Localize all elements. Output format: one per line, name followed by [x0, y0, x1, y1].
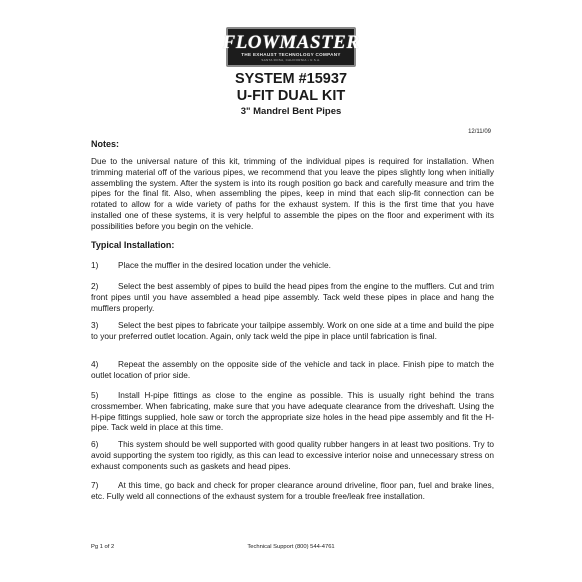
step-number: 6) [91, 439, 99, 449]
step-number: 5) [91, 390, 99, 400]
step-number: 2) [91, 281, 99, 291]
step-6 [91, 439, 494, 471]
step-number: 7) [91, 480, 99, 490]
step-7 [91, 480, 494, 502]
technical-support: Technical Support (800) 544-4761 [247, 544, 335, 550]
step-text: Select the best pipes to fabricate your tailpipe assembly. Work on one side at a time and build the pipe to your preferred outlet location. Again, only tack weld the pipe in place until fabrication is final. [91, 320, 494, 341]
step-text: Repeat the assembly on the opposite side of the vehicle and tack in place. Finish pipe to match the outlet location of prior side. [91, 359, 494, 380]
step-text: At this time, go back and check for proper clearance around driveline, floor pan, fuel and brake lines, etc. Fully weld all connections of the exhaust system for a trouble free/leak free installation. [91, 480, 494, 501]
kit-title: U-FIT DUAL KIT [236, 88, 346, 104]
flowmaster-logo [222, 27, 360, 67]
installation-heading: Typical Installation: [91, 240, 175, 250]
title-block [0, 71, 582, 118]
document-date: 12/11/09 [468, 129, 491, 135]
step-number: 1) [91, 260, 99, 270]
logo-tagline: THE EXHAUST TECHNOLOGY COMPANY [241, 51, 341, 57]
step-2 [91, 281, 494, 313]
step-text: This system should be well supported with good quality rubber hangers in at least two positions. Try to avoid supporting the system too rigidly, as this can lead to excessive interior noise and unnecessary stress on exhaust components such as gaskets and head pipes. [91, 439, 494, 471]
step-text: Select the best assembly of pipes to build the head pipes from the engine to the mufflers. Cut and trim front pipes until you have assembled a head pipe assembly. Tack weld these pipes in place and hang the mufflers properly. [91, 281, 494, 313]
notes-heading: Notes: [91, 139, 120, 149]
step-1 [91, 260, 494, 271]
step-number: 4) [91, 359, 99, 369]
logo-brand: FLOWMASTER [222, 31, 360, 53]
notes-paragraph: Due to the universal nature of this kit, trimming of the individual pipes is required for installation. When trimming material off of the various pipes, we recommend that you leave the pipes slightly long when initially assembling the system. After the system is into its rough position go back and carefully measure and trim the pipes for the final fit. Also, when assembling the pipes, keep in mind that each slip-fit connection can be rotated to allow for a wide variety of paths for the exhaust system. If this is the first time that you have installed one of these systems, it is very helpful to assemble the pipes on the floor and experiment with its possibilities before you begin on the vehicle. [91, 156, 494, 231]
step-text: Install H-pipe fittings as close to the engine as possible. This is usually right behind the trans crossmember. When fabricating, make sure that you have adequate clearance from the driveshaft. Using the H-pipe fittings supplied, hole saw or torch the appropriate size holes in the head pipe assembly and fit the H-pipe. Tack weld in place at this time. [91, 390, 494, 433]
step-4 [91, 359, 494, 381]
step-text: Place the muffler in the desired location under the vehicle. [118, 260, 331, 270]
step-number: 3) [91, 320, 99, 330]
logo-subline: SANTA ROSA, CALIFORNIA • U.S.A. [261, 57, 321, 62]
step-3 [91, 320, 494, 342]
step-5 [91, 390, 494, 433]
page-number: Pg 1 of 2 [91, 544, 115, 550]
system-title: SYSTEM #15937 [234, 71, 348, 87]
pipes-subtitle: 3" Mandrel Bent Pipes [240, 106, 342, 117]
